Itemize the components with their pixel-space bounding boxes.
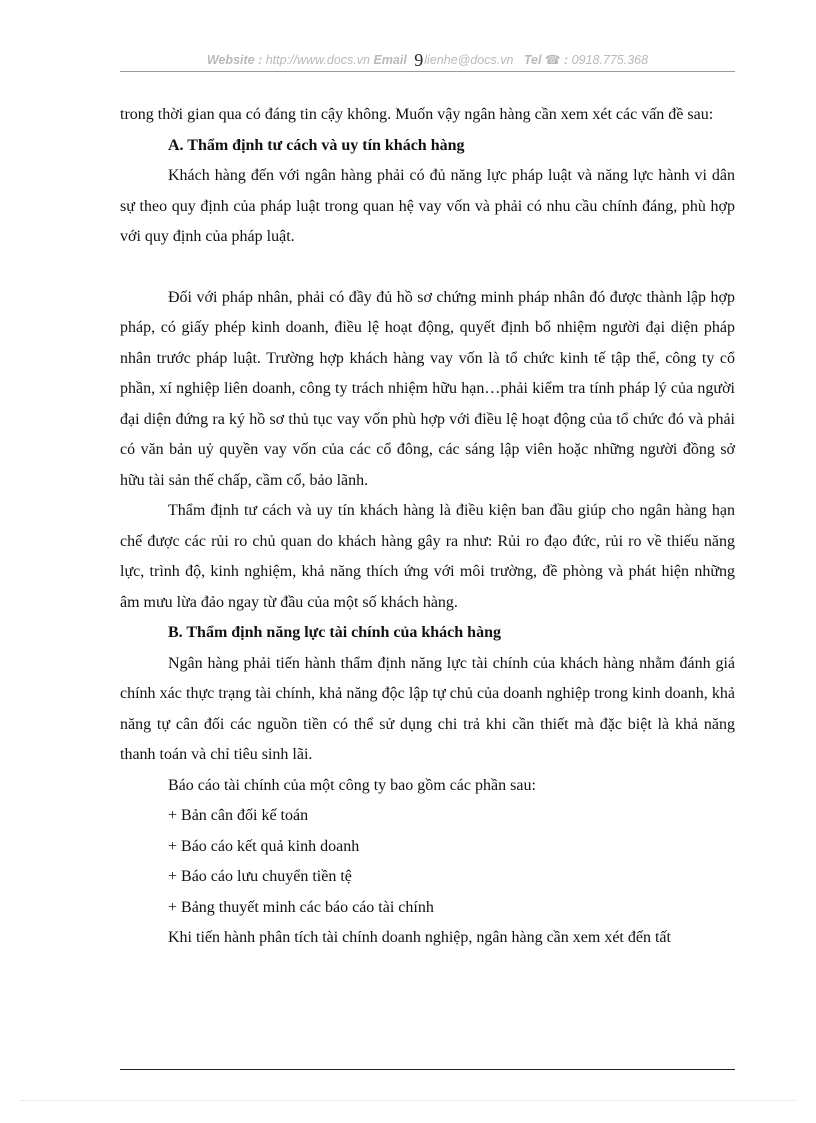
paragraph-spacer [120,253,735,283]
page-number: 9 [414,50,424,70]
paragraph-risk-reduction: Thẩm định tư cách và uy tín khách hàng là điều kiện ban đầu giúp cho ngân hàng hạn chế được các rủi ro chủ quan do khách hàng gây ra như: Rủi ro đạo đức, rủi ro về thiếu năng lực, trình độ, kinh nghiệm, khả năng thích ứng với môi trường, đề phòng và phát hiện những âm mưu lừa đảo ngay từ đầu của một số khách hàng. [120,502,735,611]
document-body [120,100,735,954]
header-divider [120,71,735,72]
paragraph-intro: trong thời gian qua có đáng tin cậy không. Muốn vậy ngân hàng cần xem xét các vấn đề sau: [120,106,714,123]
tel-label: Tel ☎ : [523,53,569,67]
section-heading-a: A. Thẩm định tư cách và uy tín khách hàng [168,136,465,154]
list-item: + Bản cân đối kế toán [168,807,309,824]
website-label: Website : [206,53,263,67]
list-item: + Báo cáo kết quả kinh doanh [168,837,360,855]
footer-divider [120,1069,735,1070]
paragraph-legal-entity: Đối với pháp nhân, phải có đầy đủ hồ sơ chứng minh pháp nhân đó được thành lập hợp pháp, có giấy phép kinh doanh, điều lệ hoạt động, quyết định bổ nhiệm người đại diện pháp nhân trước pháp luật. Trường hợp khách hàng vay vốn là tổ chức kinh tế tập thể, công ty cổ phần, xí nghiệp liên doanh, công ty trách nhiệm hữu hạn…phải kiểm tra tính pháp lý của người đại diện đứng ra ký hồ sơ thủ tục vay vốn phù hợp với điều lệ hoạt động của tổ chức đó và phải có văn bản uỷ quyền vay vốn của các cổ đông, các sáng lập viên hoặc những người đồng sở hữu tài sản thế chấp, cầm cố, bảo lãnh. [120,288,735,489]
list-item: + Báo cáo lưu chuyển tiền tệ [168,868,352,885]
email-address[interactable]: lienhe@docs.vn [424,53,514,67]
list-item: + Bảng thuyết minh các báo cáo tài chính [168,898,434,916]
tel-number: 0918.775.368 [571,53,649,67]
page-edge-line [20,1100,796,1101]
page-header [120,50,735,71]
website-url[interactable]: http://www.docs.vn [265,53,370,67]
paragraph-customer-capacity: Khách hàng đến với ngân hàng phải có đủ năng lực pháp luật và năng lực hành vi dân sự theo quy định của pháp luật trong quan hệ vay vốn và phải có nhu cầu chính đáng, phù hợp với quy định của pháp luật. [120,167,735,245]
paragraph-financial-capacity: Ngân hàng phải tiến hành thẩm định năng lực tài chính của khách hàng nhằm đánh giá chính xác thực trạng tài chính, khả năng độc lập tự chủ của doanh nghiệp trong kinh doanh, khả năng tự cân đối các nguồn tiền có thể sử dụng chi trả khi cần thiết mà đặc biệt là khả năng thanh toán và chỉ tiêu sinh lãi. [120,654,735,763]
paragraph-report-intro: Báo cáo tài chính của một công ty bao gồm các phần sau: [168,776,536,794]
paragraph-analysis: Khi tiến hành phân tích tài chính doanh nghiệp, ngân hàng cần xem xét đến tất [168,929,671,946]
section-heading-b: B. Thẩm định năng lực tài chính của khách hàng [168,624,501,641]
email-label: Email [373,53,407,67]
